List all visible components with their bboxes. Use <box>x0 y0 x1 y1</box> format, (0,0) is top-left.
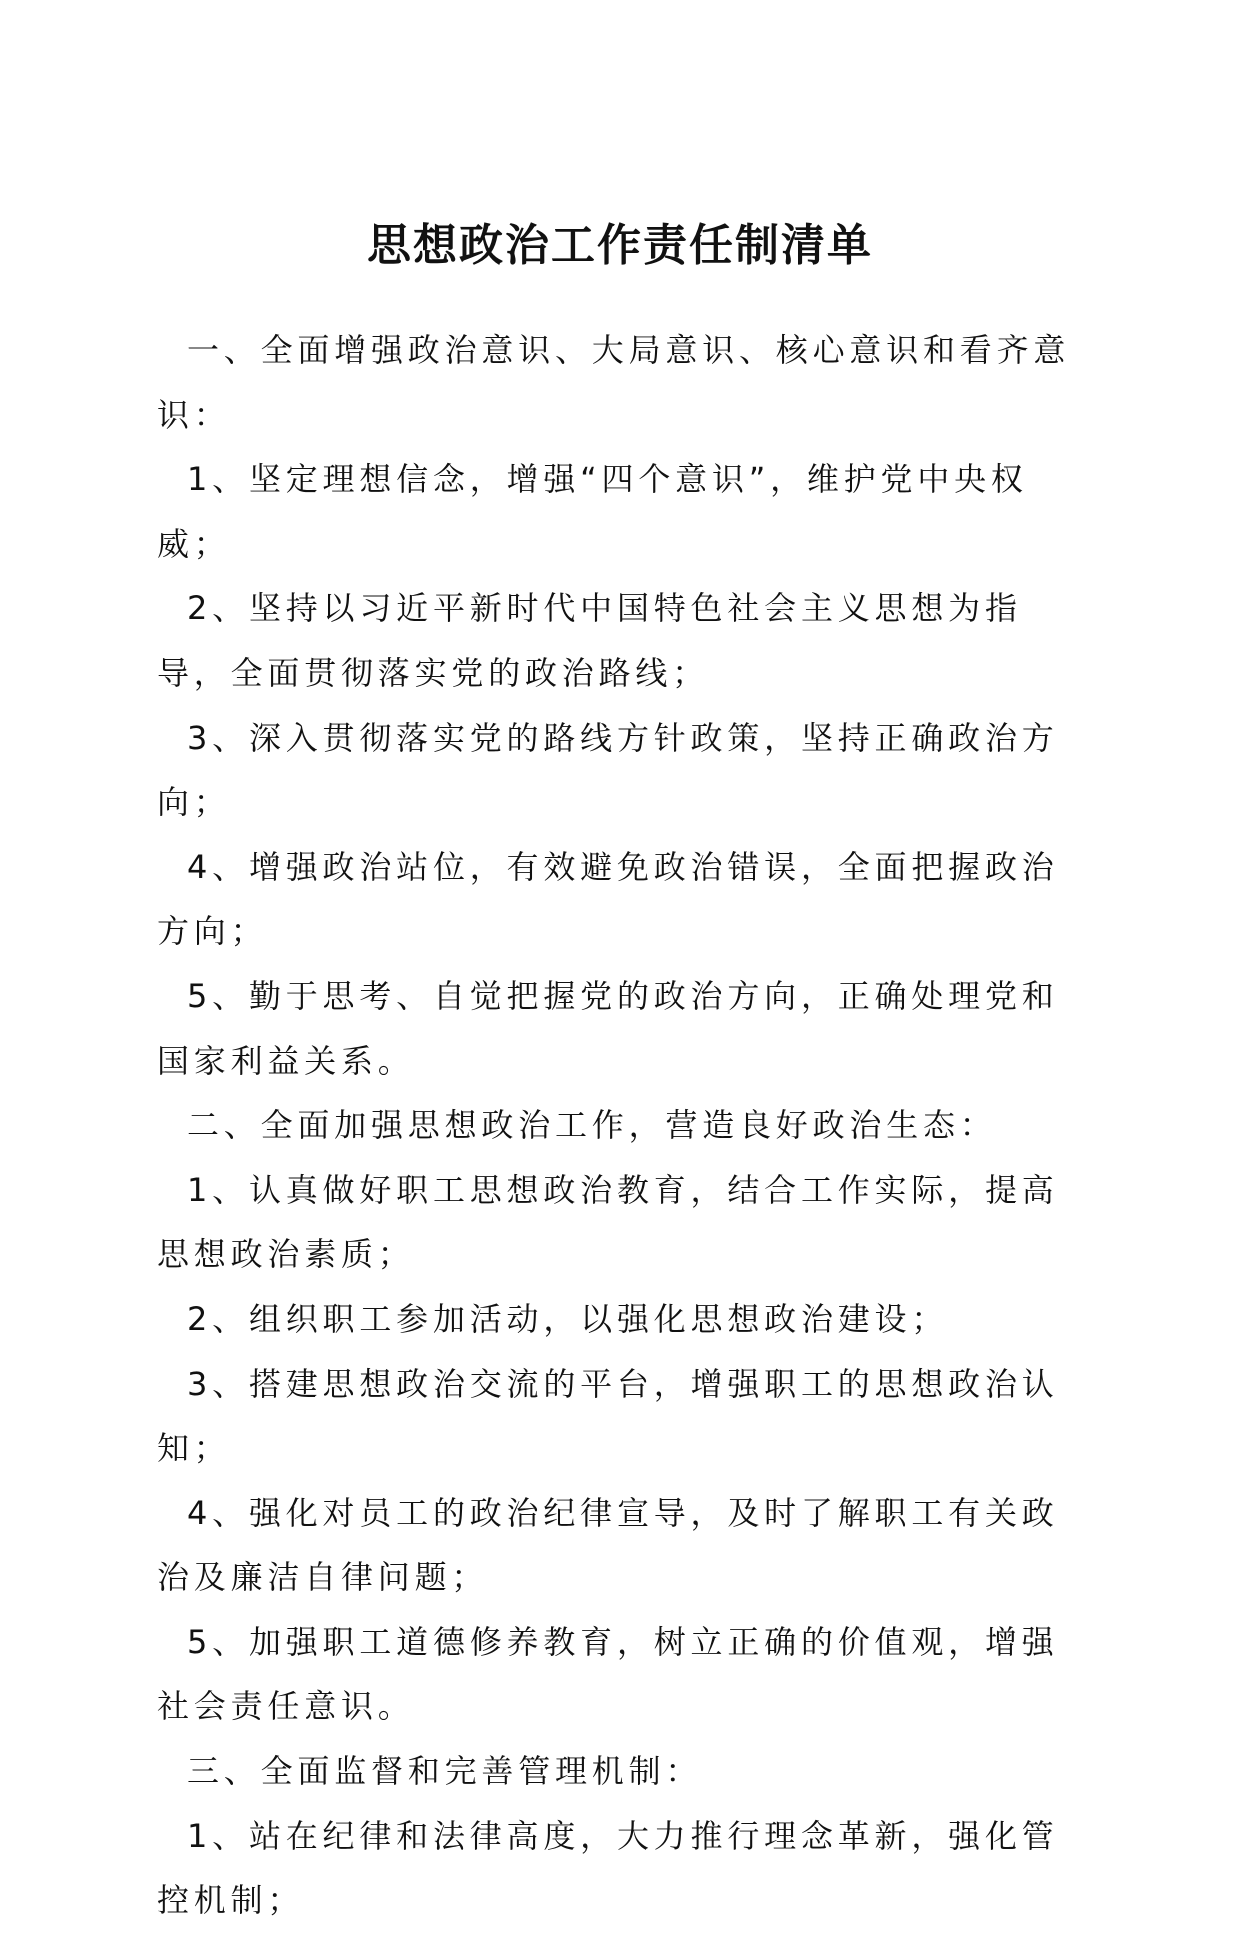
list-item: 3、深入贯彻落实党的路线方针政策，坚持正确政治方向； <box>157 718 1059 822</box>
section-heading-3: 三、全面监督和完善管理机制： <box>187 1752 703 1791</box>
list-item: 4、增强政治站位，有效避免政治错误，全面把握政治方向； <box>157 847 1059 951</box>
list-item: 5、加强职工道德修养教育，树立正确的价值观，增强社会责任意识。 <box>157 1622 1059 1726</box>
list-item: 2、坚持以习近平新时代中国特色社会主义思想为指导，全面贯彻落实党的政治路线； <box>157 589 1022 692</box>
document-body <box>157 318 1087 1933</box>
list-item: 1、坚定理想信念，增强“四个意识”，维护党中央权威； <box>157 460 1028 563</box>
section-heading-1: 一、全面增强政治意识、大局意识、核心意识和看齐意识： <box>157 331 1071 434</box>
document-title: 思想政治工作责任制清单 <box>367 220 873 271</box>
list-item: 3、搭建思想政治交流的平台，增强职工的思想政治认知； <box>157 1364 1059 1468</box>
list-item: 4、强化对员工的政治纪律宣导，及时了解职工有关政治及廉洁自律问题； <box>157 1493 1059 1597</box>
list-item: 1、站在纪律和法律高度，大力推行理念革新，强化管控机制； <box>157 1816 1059 1920</box>
list-item: 2、组织职工参加活动，以强化思想政治建设； <box>187 1299 949 1338</box>
list-item: 5、勤于思考、自觉把握党的政治方向，正确处理党和国家利益关系。 <box>157 976 1059 1080</box>
list-item: 1、认真做好职工思想政治教育，结合工作实际，提高思想政治素质； <box>157 1170 1059 1274</box>
section-heading-2: 二、全面加强思想政治工作，营造良好政治生态： <box>187 1106 997 1145</box>
